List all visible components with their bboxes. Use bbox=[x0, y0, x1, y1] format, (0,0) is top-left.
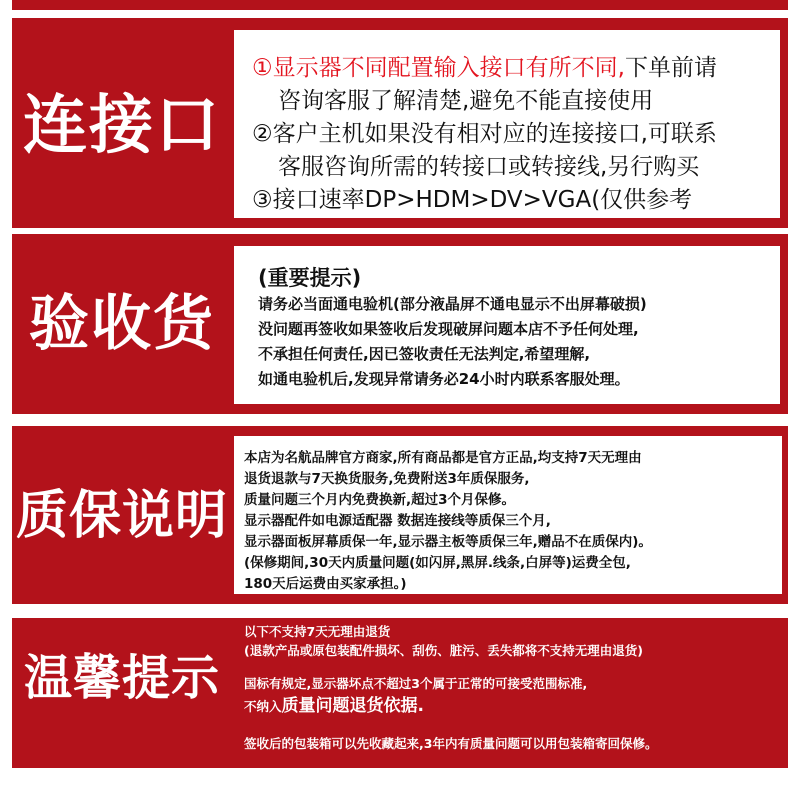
inspection-line: 如通电验机后,发现异常请务必24小时内联系客服处理。 bbox=[258, 370, 630, 388]
inspection-notes-box bbox=[234, 246, 780, 404]
warranty-line: 本店为名航品牌官方商家,所有商品都是官方正品,均支持7天无理由 bbox=[244, 450, 642, 466]
reminder-line-5: 签收后的包装箱可以先收藏起来,3年内有质量问题可以用包装箱寄回保修。 bbox=[244, 736, 658, 751]
reminder-spacer bbox=[244, 660, 784, 674]
reminder-line-4-emphasis: 质量问题退货依据. bbox=[281, 696, 424, 716]
reminder-line-4 bbox=[244, 693, 784, 720]
warranty-line: 显示器配件如电源适配器 数据连接线等质保三个月, bbox=[244, 513, 551, 529]
connector-section bbox=[12, 18, 788, 228]
inspection-line: 请务必当面通电验机(部分液晶屏不通电显示不出屏幕破损) bbox=[258, 295, 647, 313]
reminder-section bbox=[12, 618, 788, 768]
warranty-line: 180天后运费由买家承担。) bbox=[244, 576, 407, 592]
inspection-title: (重要提示) bbox=[258, 266, 362, 290]
connector-heading: 连接口 bbox=[23, 89, 221, 163]
warranty-heading: 质保说明 bbox=[15, 486, 228, 546]
inspection-line: 没问题再签收如果签收后发现破屏问题本店不予任何处理, bbox=[258, 320, 639, 338]
inspection-heading: 验收货 bbox=[29, 289, 215, 359]
connector-note-1 bbox=[252, 52, 780, 85]
connector-note-1-highlight: ①显示器不同配置输入接口有所不同, bbox=[252, 55, 625, 81]
reminder-heading: 温馨提示 bbox=[23, 650, 220, 706]
connector-note-1-cont: 咨询客服了解清楚,避免不能直接使用 bbox=[278, 88, 654, 114]
top-red-band bbox=[12, 0, 788, 10]
warranty-line: 退货退款与7天换货服务,免费附送3年质保服务, bbox=[244, 471, 530, 487]
reminder-line-4-small: 不纳入 bbox=[244, 699, 282, 714]
warranty-notes-box bbox=[234, 436, 782, 594]
warranty-line: 质量问题三个月内免费换新,超过3个月保修。 bbox=[244, 492, 516, 508]
reminder-line-2: (退款产品或原包装配件损坏、刮伤、脏污、丢失都将不支持无理由退货) bbox=[244, 643, 643, 658]
warranty-section bbox=[12, 426, 788, 604]
inspection-line: 不承担任何责任,因已签收责任无法判定,希望理解, bbox=[258, 345, 591, 363]
warranty-line: 显示器面板屏幕质保一年,显示器主板等质保三年,赠品不在质保内)。 bbox=[244, 534, 652, 550]
reminder-line-1: 以下不支持7天无理由退货 bbox=[244, 624, 391, 639]
connector-note-3: ③接口速率DP>HDM>DV>VGA(仅供参考 bbox=[252, 187, 693, 213]
connector-note-2: ②客户主机如果没有相对应的连接接口,可联系 bbox=[252, 121, 717, 147]
inspection-section bbox=[12, 234, 788, 414]
warranty-line: (保修期间,30天内质量问题(如闪屏,黑屏.线条,白屏等)运费全包, bbox=[244, 555, 631, 571]
connector-notes-box bbox=[234, 30, 780, 218]
connector-note-1-rest: 下单前请 bbox=[624, 55, 717, 81]
reminder-text bbox=[244, 622, 784, 753]
connector-note-2-cont: 客服咨询所需的转接口或转接线,另行购买 bbox=[278, 154, 700, 180]
reminder-line-3: 国标有规定,显示器坏点不超过3个属于正常的可接受范围标准, bbox=[244, 676, 588, 691]
reminder-spacer bbox=[244, 720, 784, 734]
